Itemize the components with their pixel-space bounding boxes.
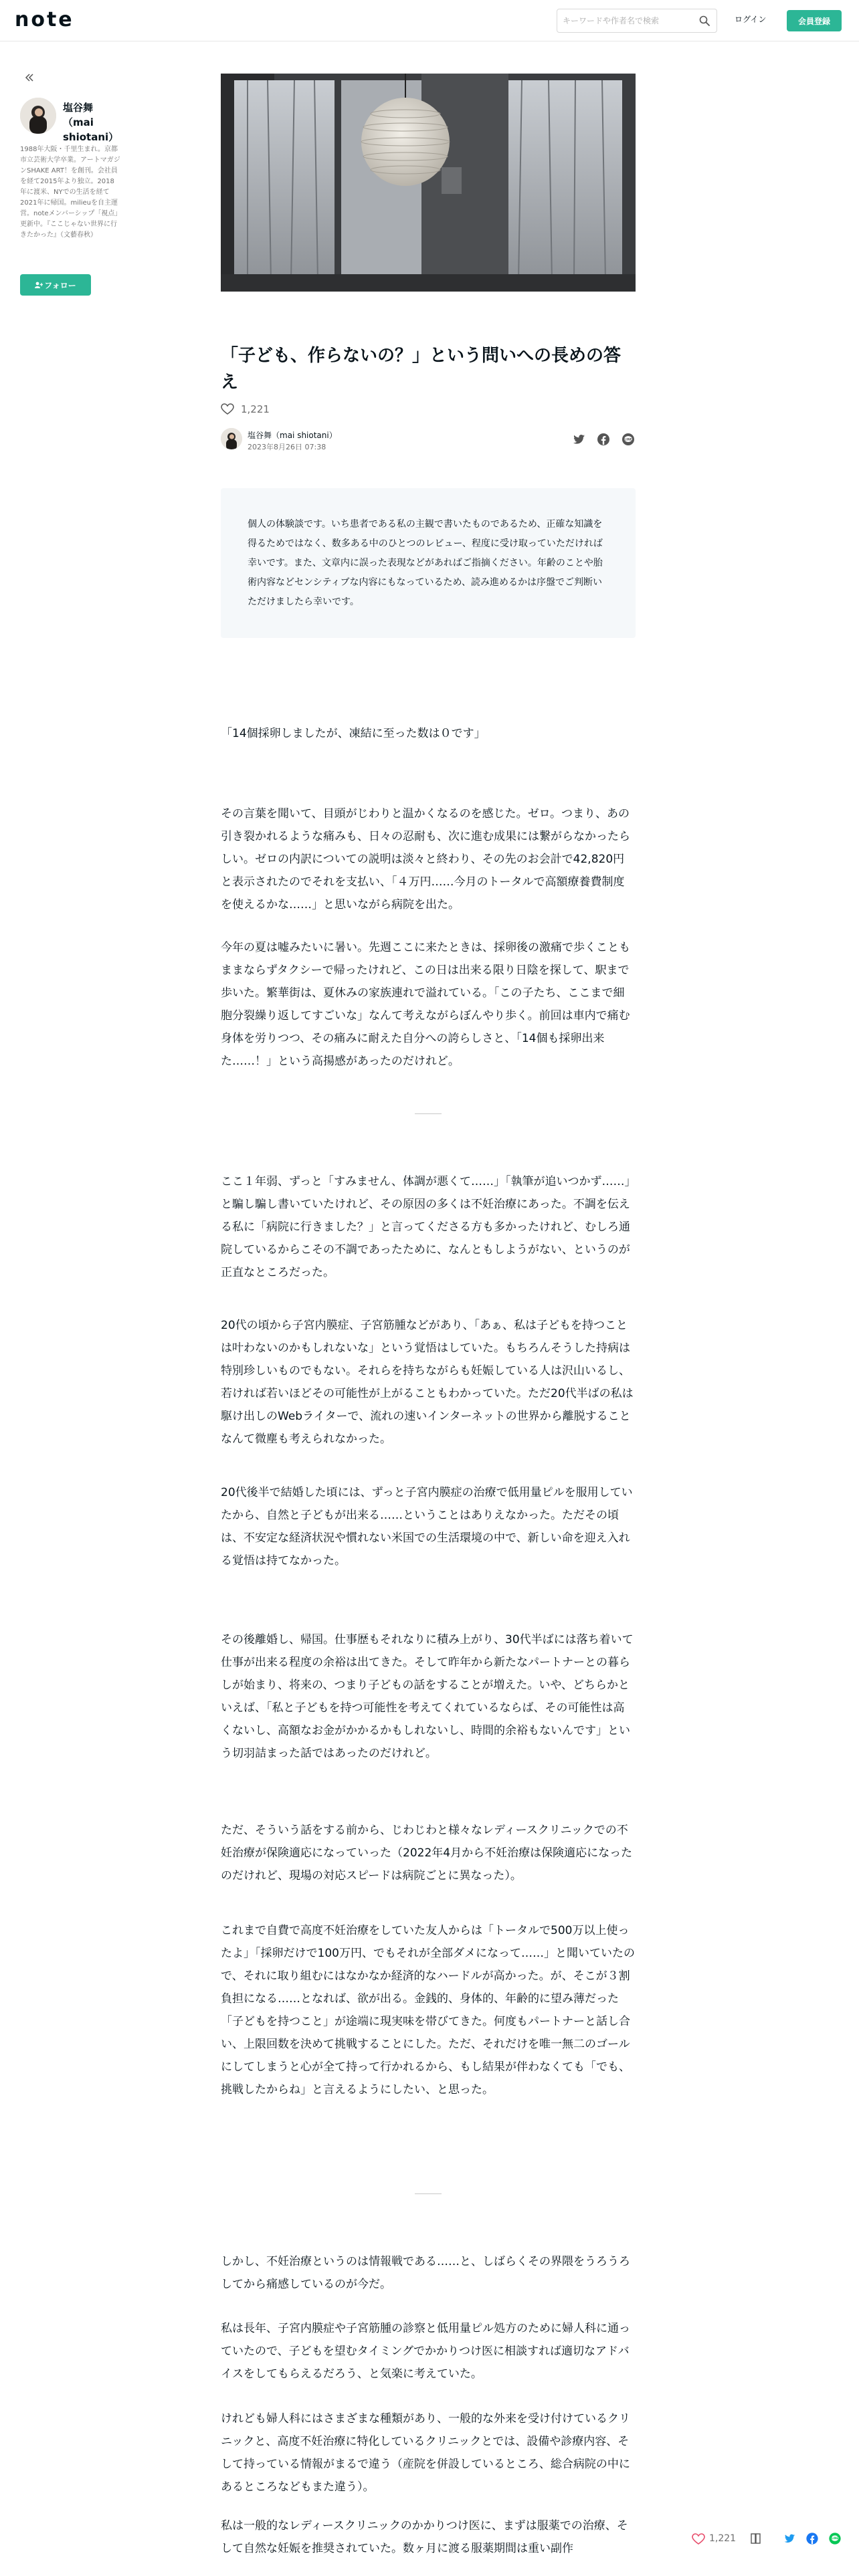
section-divider xyxy=(415,1113,442,1114)
article-paragraph: ただ、そういう話をする前から、じわじわと様々なレディースクリニックでの不妊治療が保険適応になっていった（2022年4月から不妊治療は保険適応になったのだけれど、現場の対応スピードは病院ごとに異なった）。 xyxy=(221,1824,633,1883)
article-paragraph: 20代後半で結婚した頃には、ずっと子宮内膜症の治療で低用量ピルを服用していたから、自然と子どもが出来る……ということはありえなかった。ただその頃は、不安定な経済状況や慣れない米国での生活環境の中で、新しい命を迎え入れる覚悟は持てなかった。 xyxy=(221,1486,633,1568)
svg-text:LINE: LINE xyxy=(831,2537,839,2541)
article-paragraph: ここ１年弱、ずっと「すみません、体調が悪くて……」「執筆が追いつかず……」と騙し騙し書いていたけれど、その原因の多くは不妊治療にあった。不調を伝える私に「病院に行きました？」と言ってくださる方も多かったけれど、むしろ通院しているからこその不調であったために、なんともしようがない、というのが正直なところだった。 xyxy=(221,1175,630,1279)
article-paragraph: 今年の夏は嘘みたいに暑い。先週ここに来たときは、採卵後の激痛で歩くこともままならずタクシーで帰ったけれど、この日は出来る限り日陰を探して、駅まで歩いた。繁華街は、夏休みの家族連れで溢れている。「この子たち、ここまで細胞分裂繰り返してすごいな」なんて考えながらぼんやり歩く。前回は車内で痛む身体を労りつつ、その痛みに耐えた自分への誇らしさと、「14個も採卵出来た……！」という高揚感があったのだけれど。 xyxy=(221,941,630,1068)
like-count[interactable]: 1,221 xyxy=(241,403,270,415)
publish-date: 2023年8月26日 07:38 xyxy=(248,443,326,451)
line-icon[interactable] xyxy=(828,2532,842,2545)
article-paragraph: 私は一般的なレディースクリニックのかかりつけ医に、まずは服薬での治療、そして自然な妊娠を推奨されていた。数ヶ月に渡る服薬期間は重い副作 xyxy=(221,2519,628,2555)
eyecatch-image xyxy=(221,74,636,292)
article-paragraph: 「14個採卵しましたが、凍結に至った数は０です」 xyxy=(221,727,486,740)
double-chevron-left-icon[interactable] xyxy=(24,72,35,83)
user-plus-icon xyxy=(35,281,43,290)
heart-icon[interactable] xyxy=(692,2533,705,2545)
follow-button[interactable] xyxy=(20,274,91,296)
article-paragraph: 私は長年、子宮内膜症や子宮筋腫の診察と低用量ピル処方のために婦人科に通っていたので、子どもを望むタイミングでかかりつけ医に相談すれば適切なアドバイスをしてもらえるだろう、と気楽に考えていた。 xyxy=(221,2322,630,2381)
section-divider xyxy=(415,2193,442,2194)
article-paragraph: しかし、不妊治療というのは情報戦である……と、しばらくその界隈をうろうろしてから痛感しているのが今だ。 xyxy=(221,2255,630,2291)
search-input[interactable] xyxy=(563,9,694,32)
heart-icon[interactable] xyxy=(221,403,234,415)
search-box[interactable] xyxy=(557,9,717,33)
byline-author[interactable]: 塩谷舞（mai shiotani） xyxy=(248,431,337,440)
note-logo[interactable]: note xyxy=(15,8,74,31)
share-icons xyxy=(565,432,636,448)
article-paragraph: これまで自費で高度不妊治療をしていた友人からは「トータルで500万以上使ったよ」「採卵だけで100万円、でもそれが全部ダメになって……」と聞いていたので、それに取り組むにはなかなか経済的なハードルが高かった。が、そこが３割負担になる……となれば、欲が出る。金銭的、身体的、年齢的に望み薄だった「子どもを持つこと」が途端に現実味を帯びてきた。何度もパートナーと話し合い、上限回数を決めて挑戦することにした。ただ、それだけを唯一無二のゴールにしてしまうと心が全て持って行かれるから、もし結果が伴わなくても「でも、挑戦したからね」と言えるようにしたい、と思った。 xyxy=(221,1924,635,2097)
magazine-add-icon[interactable] xyxy=(749,2532,763,2545)
author-name[interactable]: 塩谷舞（mai shiotani） xyxy=(63,102,119,143)
twitter-icon[interactable] xyxy=(571,432,586,447)
facebook-icon[interactable] xyxy=(596,432,611,447)
signup-button[interactable]: 会員登録 xyxy=(787,10,842,31)
author-avatar[interactable] xyxy=(20,98,56,134)
floating-like-count[interactable]: 1,221 xyxy=(709,2533,737,2544)
line-icon[interactable] xyxy=(621,432,636,447)
disclaimer-box: 個人の体験談です。いち患者である私の主観で書いたものであるため、正確な知識を得るためではなく、数多ある中のひとつのレビュー、程度に受け取っていただければ幸いです。また、文章内に誤った表現などがあればご指摘ください。年齢のことや胎術内容などセンシティブな内容にもなっているため、読み進めるかは序盤でご判断いただけましたら幸いです。 xyxy=(221,488,636,638)
author-bio: 1988年大阪・千里生まれ。京都市立芸術大学卒業。アートマガジンSHAKE ART！を創刊。会社員を経て2015年より独立。2018年に渡米、NYでの生活を経て2021年に帰国。milieuを自主運営。noteメンバーシップ「視点」更新中。『ここじゃない世界に行きたかった』（文藝春秋） xyxy=(20,146,120,239)
svg-text:LINE: LINE xyxy=(624,438,632,442)
facebook-icon[interactable] xyxy=(805,2532,819,2545)
floating-action-bar xyxy=(682,2525,856,2552)
byline-avatar[interactable] xyxy=(221,428,242,449)
article-title: 「子ども、作らないの？」という問いへの長めの答え xyxy=(221,346,622,393)
site-header xyxy=(0,0,859,41)
login-link[interactable]: ログイン xyxy=(735,15,767,24)
article-paragraph: その後離婚し、帰国。仕事歴もそれなりに積み上がり、30代半ばには落ち着いて仕事が出来る程度の余裕は出てきた。そして昨年から新たなパートナーとの暮らしが始まり、将来の、つまり子どもの話をすることが増えた。いや、どちらかといえば、「私と子どもを持つ可能性を考えてくれているならば、その可能性は高くないし、高額なお金がかかるかもしれないし、時間的余裕もないんです」という切羽詰まった話ではあったのだけれど。 xyxy=(221,1633,634,1760)
follow-label: フォロー xyxy=(44,280,76,290)
byline xyxy=(221,428,636,455)
article-paragraph: けれども婦人科にはさまざまな種類があり、一般的な外来を受け付けているクリニックと、高度不妊治療に特化しているクリニックとでは、設備や診療内容、そして持っている情報がまるで違う（産院を併設しているところ、総合病院の中にあるところなどもまた違う）。 xyxy=(221,2412,630,2494)
twitter-icon[interactable] xyxy=(783,2532,796,2545)
like-row xyxy=(221,403,270,420)
article-paragraph: 20代の頃から子宮内膜症、子宮筋腫などがあり、「あぁ、私は子どもを持つことは叶わないのかもしれないな」という覚悟はしていた。もちろんそうした持病は特別珍しいものでもない。それらを持ちながらも妊娠している人は沢山いるし、若ければ若いほどその可能性が上がることもわかっていた。ただ20代半ばの私は駆け出しのWebライターで、流れの速いインターネットの世界から離脱することなんて微塵も考えられなかった。 xyxy=(221,1319,634,1446)
article-paragraph: その言葉を聞いて、目頭がじわりと温かくなるのを感じた。ゼロ。つまり、あの引き裂かれるような痛みも、日々の忍耐も、次に進む成果には繋がらなかったらしい。ゼロの内訳についての説明は淡々と終わり、その先のお会計で42,820円と表示されたのでそれを支払い、「４万円……今月のトータルで高額療養費制度を使えるかな……」と思いながら病院を出た。 xyxy=(221,807,630,911)
search-icon[interactable] xyxy=(699,15,710,26)
